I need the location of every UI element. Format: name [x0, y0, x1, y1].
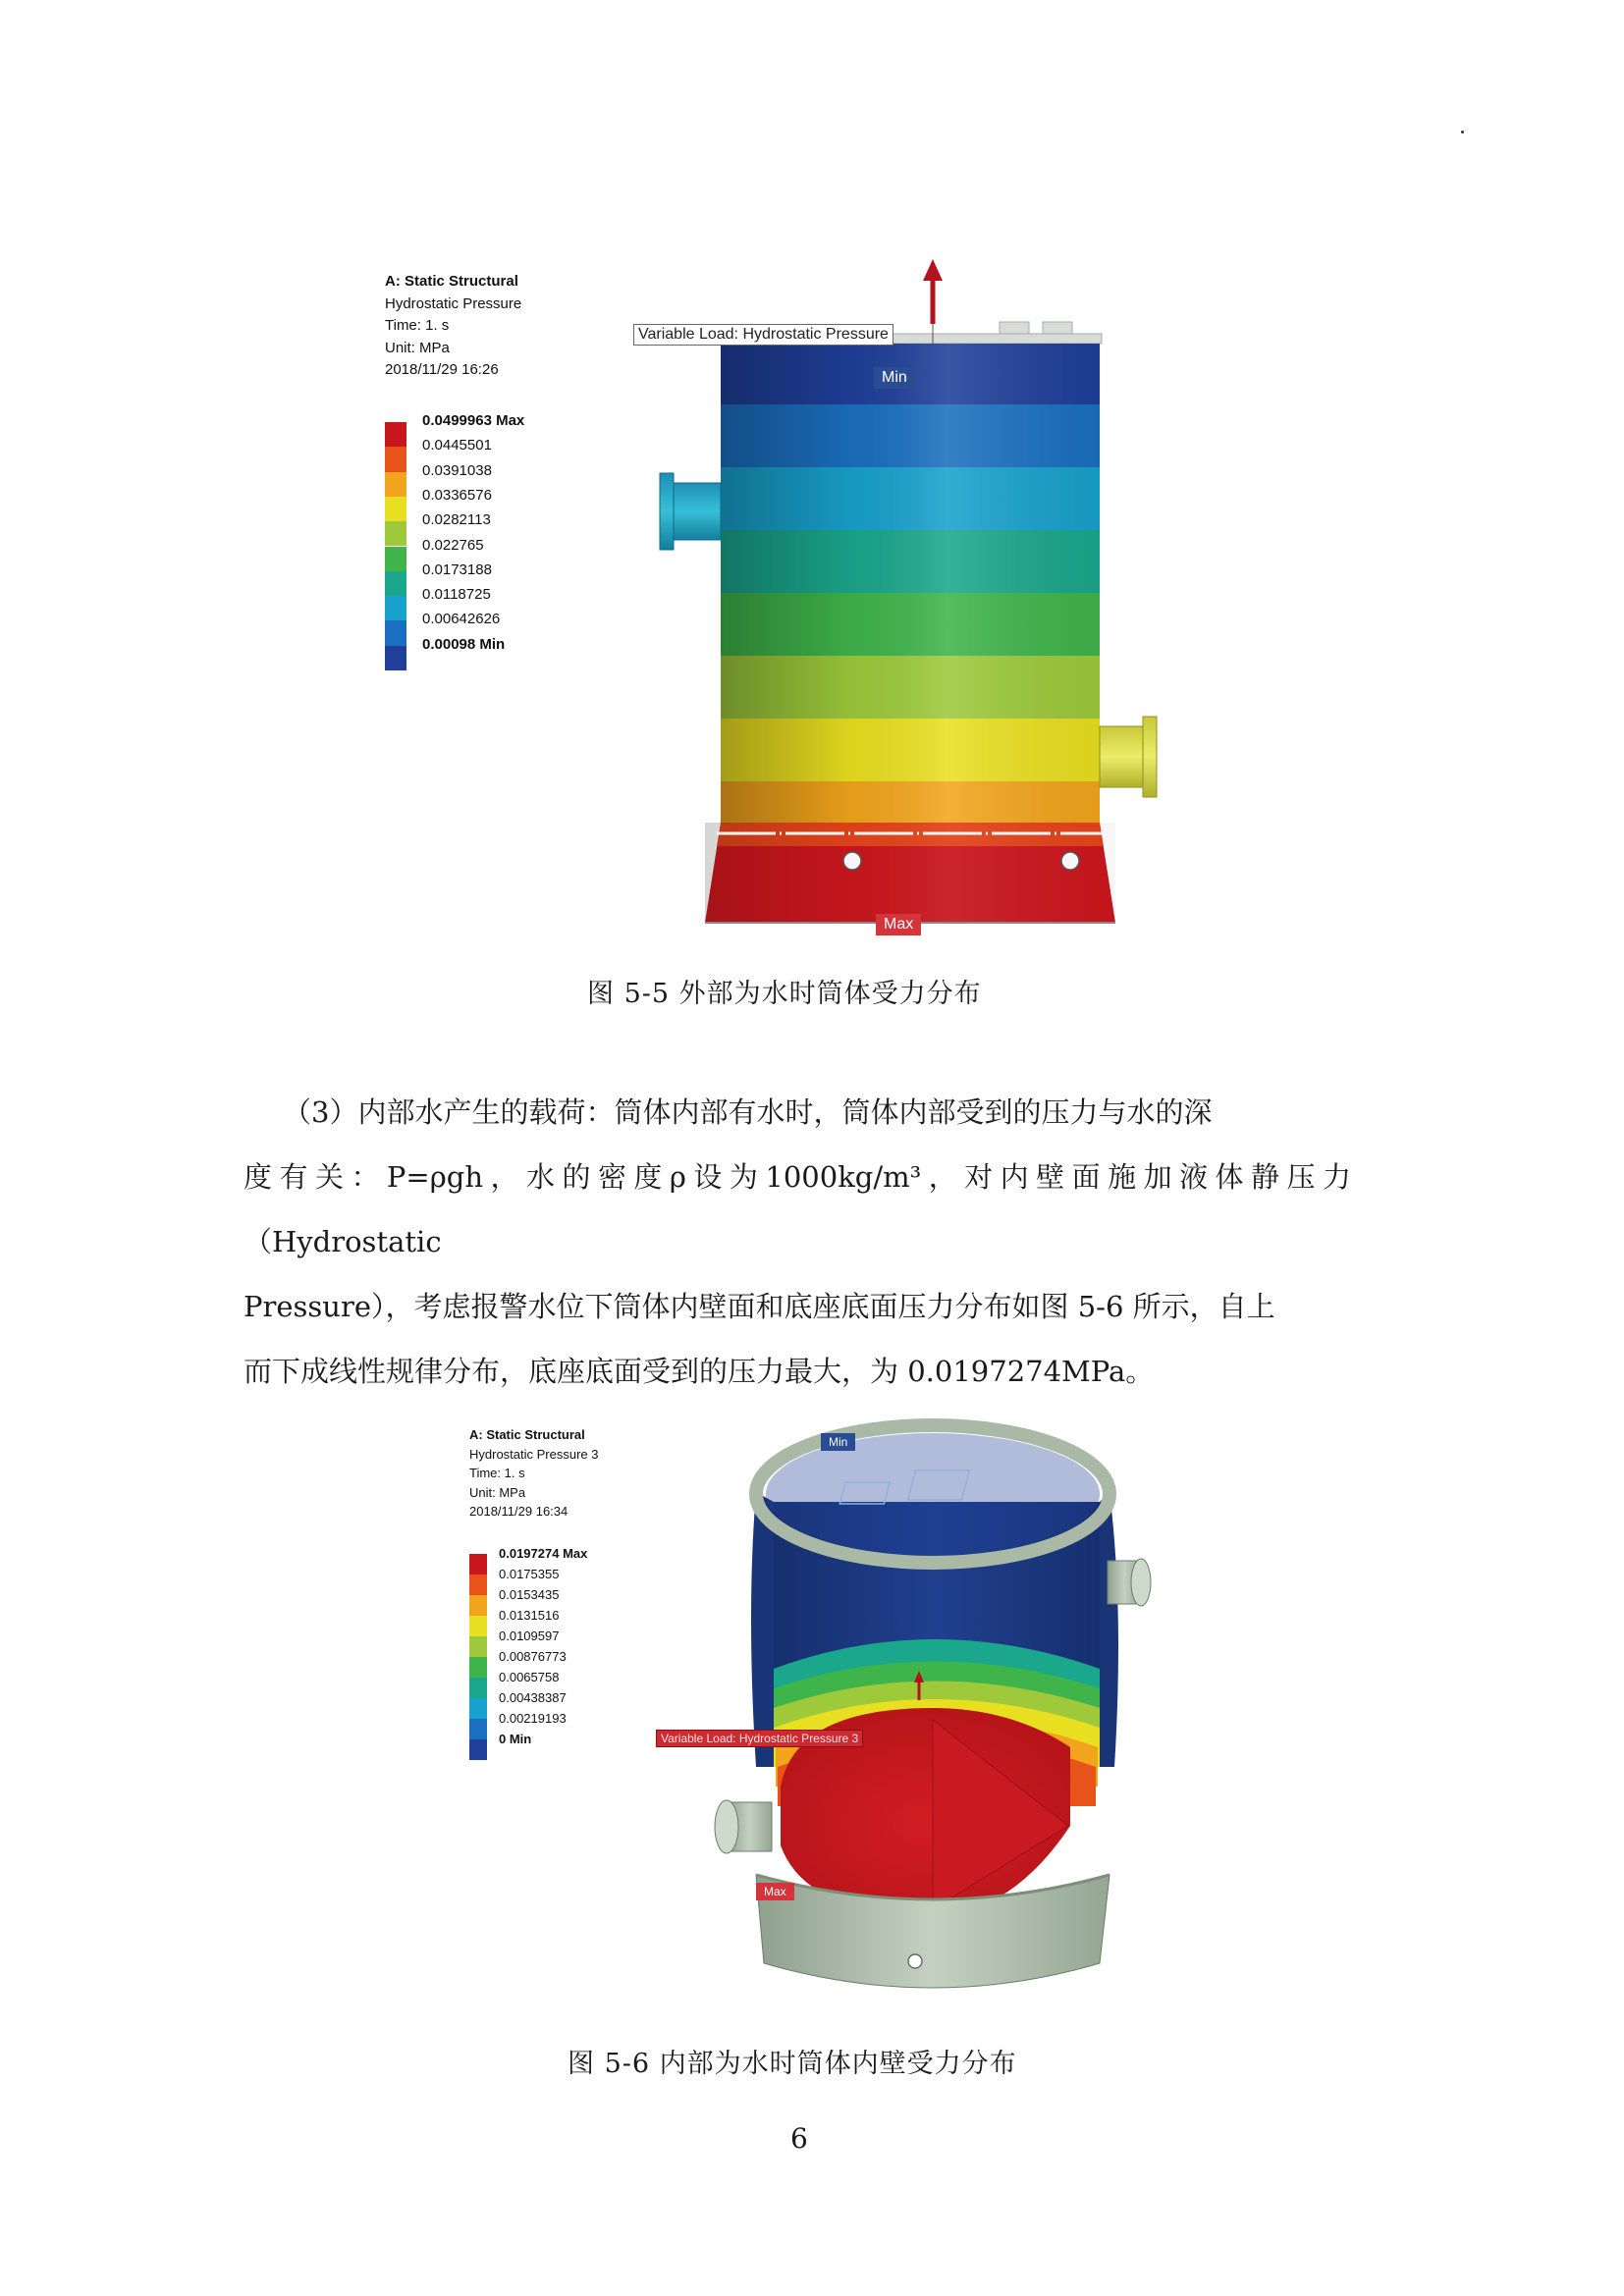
fig2-result-name: Hydrostatic Pressure 3: [469, 1446, 599, 1462]
fig1-legend-swatch: [385, 547, 406, 571]
fig2-legend-swatch: [469, 1739, 487, 1760]
fig1-color-legend: [385, 412, 640, 677]
fig1-legend-label: 0.0282113: [422, 511, 491, 529]
fig1-unit: Unit: MPa: [385, 339, 450, 356]
fig2-legend-label: 0.00438387: [499, 1690, 567, 1705]
paragraph-line: （3）内部水产生的载荷：筒体内部有水时，筒体内部受到的压力与水的深: [283, 1095, 1213, 1129]
fig1-date: 2018/11/29 16:26: [385, 361, 499, 378]
fig2-cylinder-model: [687, 1414, 1159, 2012]
fig1-max-tag: Max: [876, 914, 921, 935]
fig1-legend-label: 0.0499963 Max: [422, 412, 525, 429]
fig1-legend-label: 0.00642626: [422, 611, 501, 628]
fig1-legend-label: 0.0336576: [422, 486, 492, 504]
fig2-legend-swatch: [469, 1616, 487, 1636]
fig2-legend-swatch: [469, 1595, 487, 1616]
fig1-legend-swatch: [385, 521, 406, 546]
fig1-caption: 图 5-5 外部为水时筒体受力分布: [587, 979, 982, 1009]
fig2-unit: Unit: MPa: [469, 1484, 526, 1500]
fig2-variable-load-callout: Variable Load: Hydrostatic Pressure 3: [656, 1730, 863, 1747]
paragraph-line: 度有关：P=ρgh，水的密度ρ设为1000kg/m³，对内壁面施加液体静压力（Hydrostatic: [244, 1160, 1351, 1258]
fig2-legend-label: 0.0153435: [499, 1587, 560, 1602]
fig2-legend-label: 0 Min: [499, 1732, 532, 1746]
fig2-legend-swatch: [469, 1657, 487, 1678]
fig1-legend-swatch: [385, 472, 406, 497]
fig1-min-tag: Min: [874, 367, 915, 389]
fig2-legend-label: 0.00219193: [499, 1711, 567, 1726]
fig2-legend-label: 0.0109597: [499, 1629, 560, 1643]
fig1-legend-swatch: [385, 596, 406, 620]
page-number: 6: [790, 2122, 808, 2155]
fig2-caption: 图 5-6 内部为水时筒体内壁受力分布: [568, 2049, 1017, 2079]
fig1-legend-label: 0.0173188: [422, 561, 492, 578]
fig2-legend-swatch: [469, 1719, 487, 1739]
fig2-max-tag: Max: [756, 1883, 794, 1900]
fig2-legend-label: 0.0131516: [499, 1608, 560, 1623]
fig1-legend-label: 0.022765: [422, 536, 484, 554]
fig2-legend-label: 0.00876773: [499, 1649, 567, 1664]
fig1-variable-load-callout: Variable Load: Hydrostatic Pressure: [633, 324, 893, 346]
fig2-legend-swatch: [469, 1698, 487, 1719]
fig1-legend-label: 0.0445501: [422, 437, 492, 454]
fig1-legend-swatch: [385, 422, 406, 447]
fig1-result-header: [385, 271, 521, 382]
fig2-analysis-title: A: Static Structural: [469, 1427, 585, 1442]
fig1-legend-swatch: [385, 571, 406, 596]
fig2-legend-swatch: [469, 1554, 487, 1575]
fig1-cylinder-model: [648, 257, 1198, 944]
fig2-legend-swatch: [469, 1678, 487, 1698]
fig1-legend-row: [385, 635, 640, 670]
fig2-legend-label: 0.0065758: [499, 1670, 560, 1684]
fig2-legend-label: 0.0175355: [499, 1567, 560, 1581]
fig1-legend-label: 0.00098 Min: [422, 635, 506, 653]
fig1-legend-label: 0.0391038: [422, 461, 492, 479]
fig1-result-name: Hydrostatic Pressure: [385, 294, 522, 312]
scan-speck: [1461, 131, 1464, 133]
fig2-result-header: [469, 1425, 599, 1522]
body-paragraph: [244, 1080, 1351, 1404]
fig2-date: 2018/11/29 16:34: [469, 1504, 568, 1519]
fig1-time: Time: 1. s: [385, 317, 450, 334]
fig1-legend-swatch: [385, 646, 406, 670]
fig1-legend-swatch: [385, 497, 406, 521]
fig1-legend-swatch: [385, 620, 406, 645]
fig1-legend-swatch: [385, 447, 406, 471]
fig1-analysis-title: A: Static Structural: [385, 273, 518, 290]
fig2-min-tag: Min: [821, 1433, 855, 1451]
fig1-legend-label: 0.0118725: [422, 586, 491, 604]
paragraph-line: 而下成线性规律分布，底座底面受到的压力最大，为 0.0197274MPa。: [244, 1355, 1155, 1388]
fig2-time: Time: 1. s: [469, 1466, 525, 1480]
fig2-legend-swatch: [469, 1636, 487, 1657]
fig2-legend-label: 0.0197274 Max: [499, 1546, 588, 1561]
fig2-legend-swatch: [469, 1575, 487, 1595]
paragraph-line: Pressure），考虑报警水位下筒体内壁面和底座底面压力分布如图 5-6 所示，自上: [244, 1290, 1275, 1323]
